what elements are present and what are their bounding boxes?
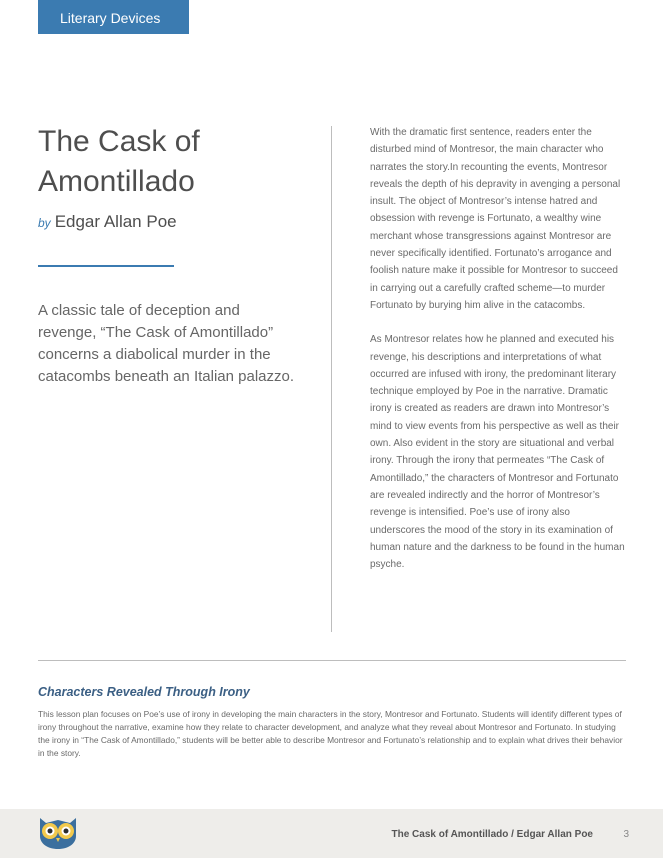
footer-running-title: The Cask of Amontillado / Edgar Allan Poe: [391, 829, 593, 840]
owl-icon: [36, 814, 80, 850]
section-body-text: This lesson plan focuses on Poe’s use of irony in developing the main characters in the story, Montresor and Fortunato. Students will identify different types of irony throughout the narrative, examine how they relate to character development, and analyze what they reveal about Montresor and Fortunato. In studying the irony in “The Cask of Amontillado,” students will be better able to describe Montresor and Fortunato’s relationship and to explain what drives their behavior in the story.: [38, 709, 623, 758]
summary-text: A classic tale of deception and revenge, “The Cask of Amontillado” concerns a diabolical murder in the catacombs beneath an Italian palazzo.: [38, 302, 295, 385]
section-heading: Characters Revealed Through Irony: [38, 685, 250, 699]
section-divider: [38, 660, 626, 661]
author-name: Edgar Allan Poe: [54, 212, 177, 231]
body-paragraph-2: As Montresor relates how he planned and executed his revenge, his descriptions and interpretations of what occurred are infused with irony, the predominant literary technique employed by Poe in the narrative. Dramatic irony is created as readers are drawn into Montresor’s mind to view events from his perspective as well as their own. Also evident in the story are situational and verbal irony. Through the irony that permeates “The Cask of Amontillado,” the characters of Montresor and Fortunato are revealed indirectly and the horror of Montresor’s revenge is intensified. Poe’s use of irony also underscores the mood of the story in its examination of human nature and the darkness to be found in the human psyche.: [370, 334, 625, 571]
body-paragraph-1: With the dramatic first sentence, readers enter the disturbed mind of Montresor, the main character who narrates the story.In recounting the events, Montresor reveals the depth of his depravity in avenging a personal insult. The object of Montresor’s intense hatred and obsession with revenge is Fortunato, a wealthy wine merchant whose transgressions against Montresor are never specifically identified. Fortunato’s arrogance and foolish nature make it possible for Montresor to succeed in carrying out a carefully crafted scheme—to murder Fortunato by burying him alive in the catacombs.: [370, 127, 621, 311]
byline-by-label: by: [38, 216, 51, 230]
byline: [38, 212, 177, 232]
body-column: [370, 124, 626, 590]
page-title: The Cask of Amontillado: [38, 125, 200, 198]
section-tab-literary-devices: Literary Devices: [38, 0, 189, 34]
page-number: 3: [623, 829, 629, 840]
column-divider: [331, 126, 332, 632]
title-underline-divider: [38, 265, 174, 267]
